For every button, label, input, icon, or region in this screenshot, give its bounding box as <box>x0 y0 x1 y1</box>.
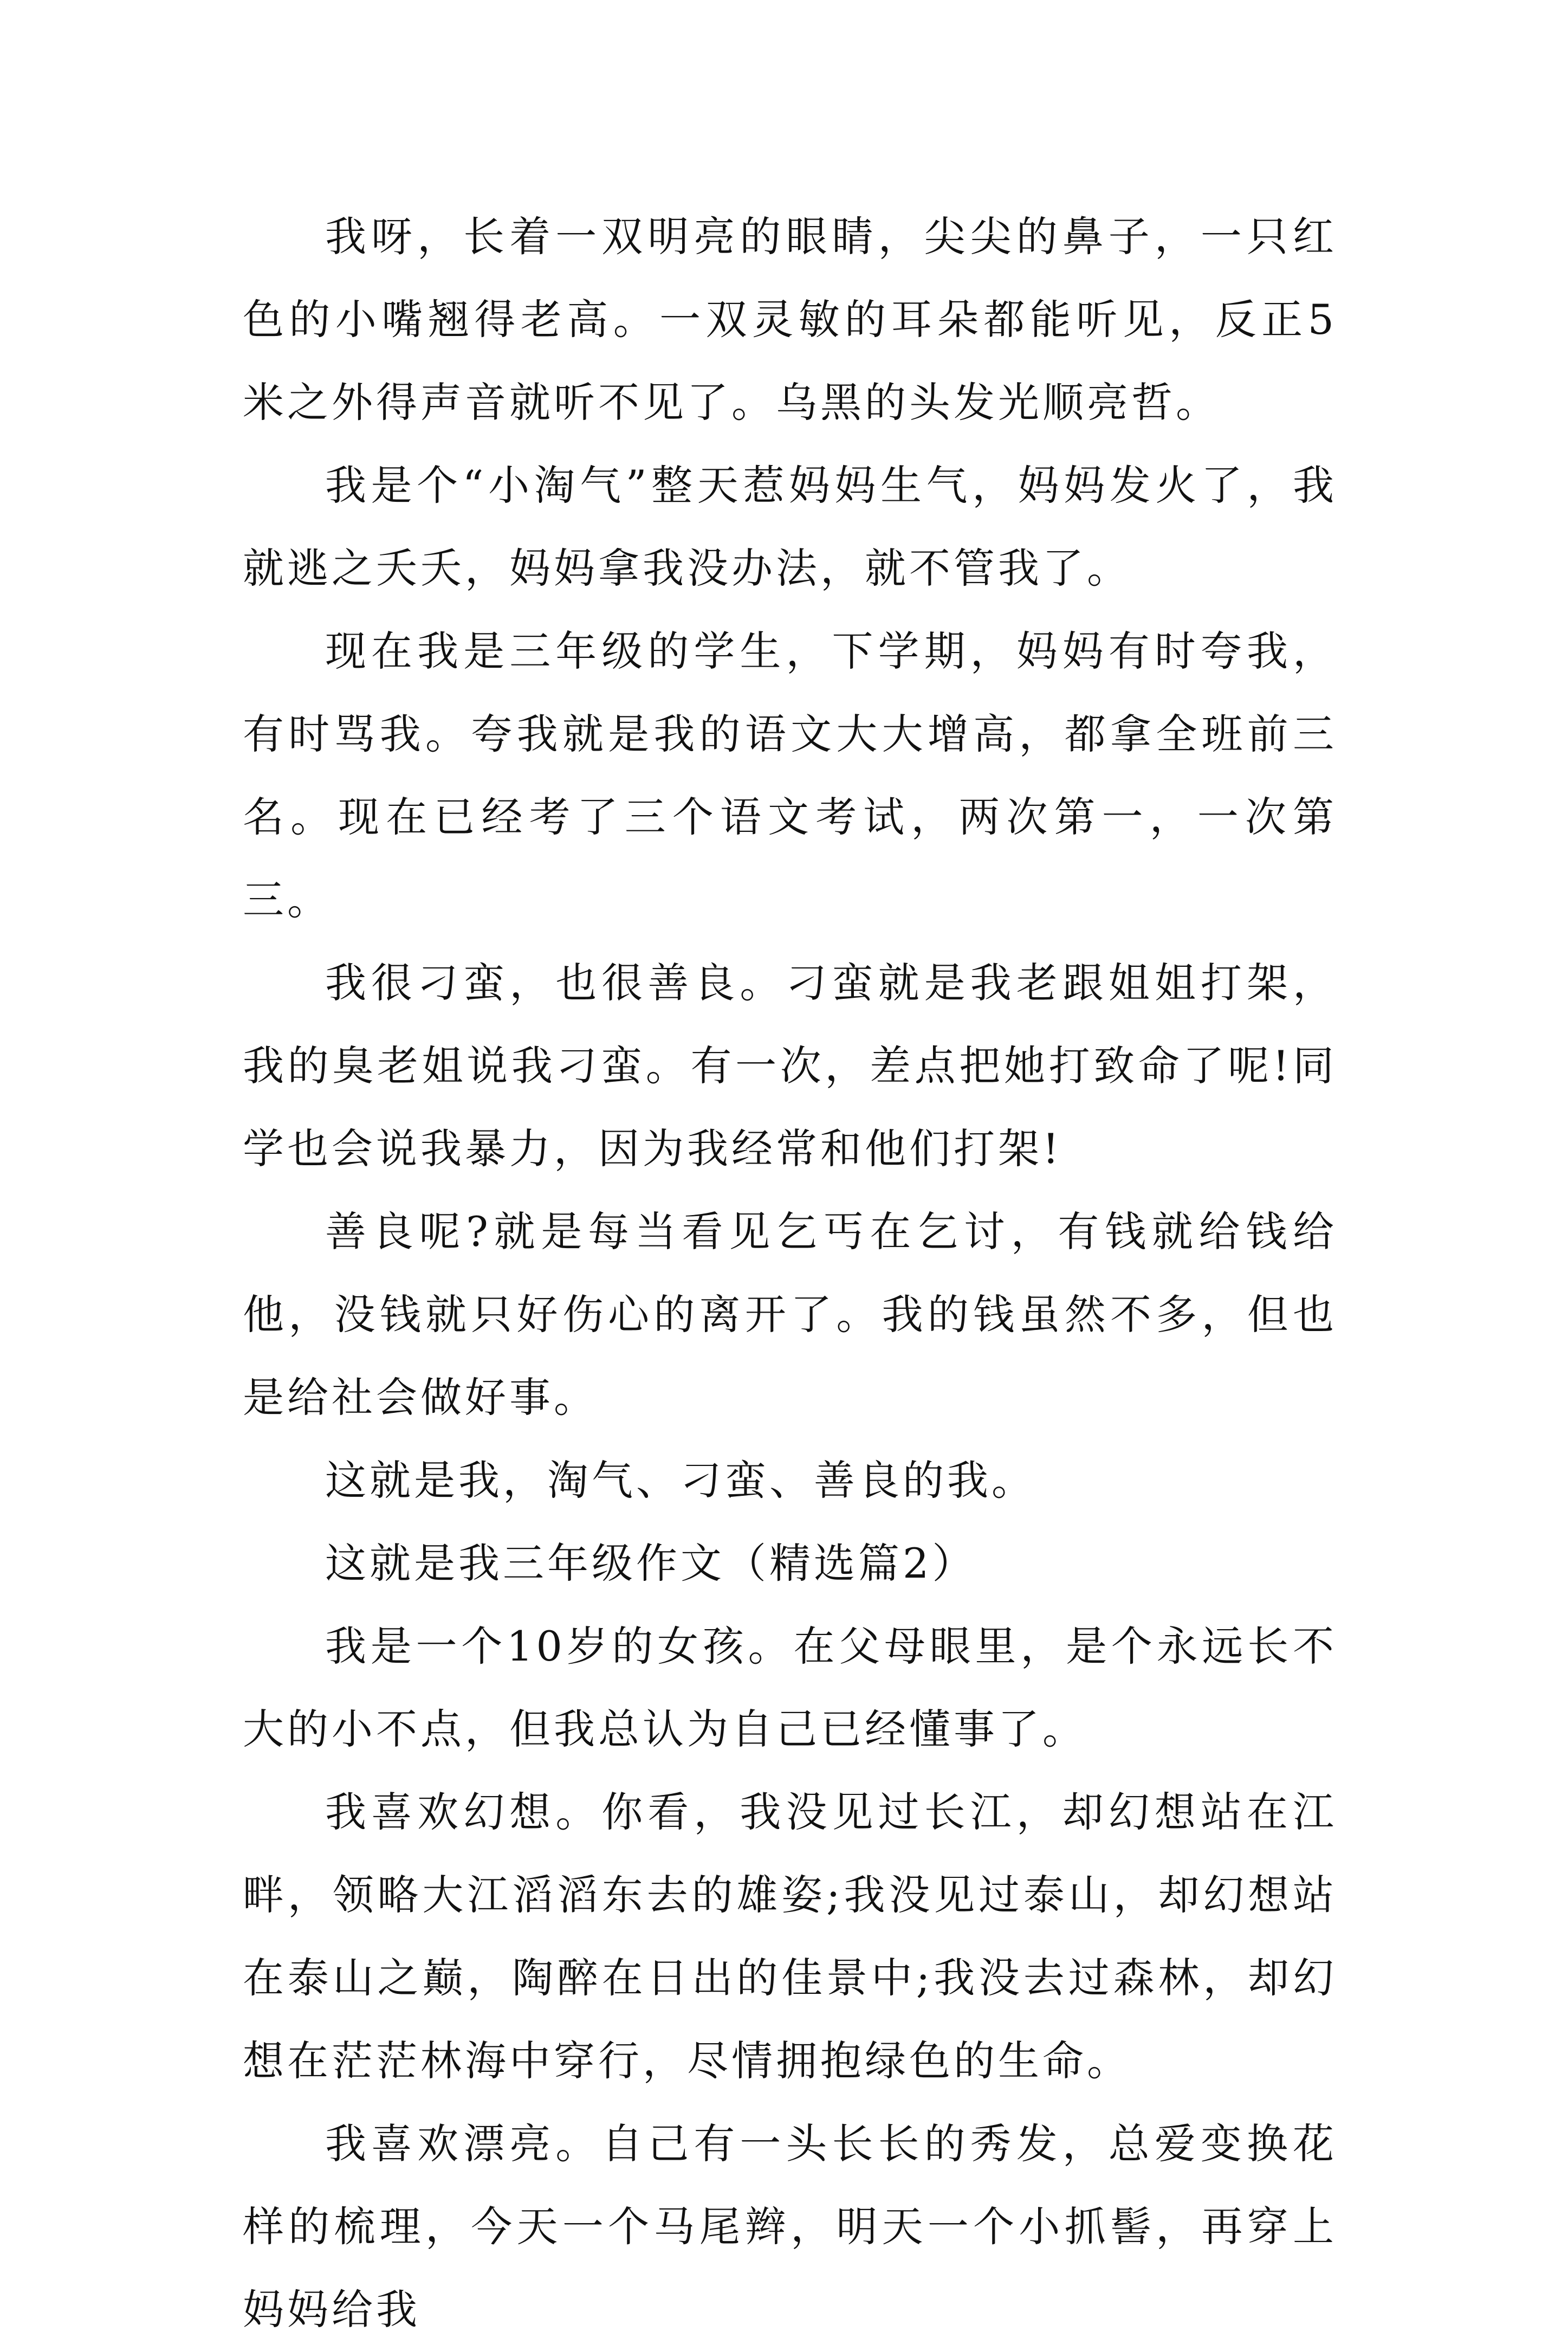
paragraph-9: 我喜欢漂亮。自己有一头长长的秀发，总爱变换花样的梳理，今天一个马尾辫，明天一个小抓髻，再穿上妈妈给我 <box>243 2120 1337 2334</box>
paragraph-3: 现在我是三年级的学生，下学期，妈妈有时夸我，有时骂我。夸我就是我的语文大大增高，都拿全班前三名。现在已经考了三个语文考试，两次第一，一次第三。 <box>243 627 1337 924</box>
paragraph-1: 我呀，长着一双明亮的眼睛，尖尖的鼻子，一只红色的小嘴翘得老高。一双灵敏的耳朵都能听见，反正5米之外得声音就听不见了。乌黑的头发光顺亮哲。 <box>243 212 1337 427</box>
paragraph-7: 我是一个10岁的女孩。在父母眼里，是个永远长不大的小不点，但我总认为自己已经懂事了。 <box>243 1622 1337 1753</box>
paragraph-5: 善良呢?就是每当看见乞丐在乞讨，有钱就给钱给他，没钱就只好伤心的离开了。我的钱虽然不多，但也是给社会做好事。 <box>243 1207 1337 1422</box>
body-text <box>243 195 1337 2351</box>
section-heading: 这就是我三年级作文（精选篇2） <box>325 1539 977 1587</box>
paragraph-4: 我很刁蛮，也很善良。刁蛮就是我老跟姐姐打架，我的臭老姐说我刁蛮。有一次，差点把她打致命了呢!同学也会说我暴力，因为我经常和他们打架! <box>243 959 1337 1173</box>
paragraph-2: 我是个“小淘气”整天惹妈妈生气，妈妈发火了，我就逃之夭夭，妈妈拿我没办法，就不管我了。 <box>243 461 1337 592</box>
paragraph-8: 我喜欢幻想。你看，我没见过长江，却幻想站在江畔，领略大江滔滔东去的雄姿;我没见过泰山，却幻想站在泰山之巅，陶醉在日出的佳景中;我没去过森林，却幻想在茫茫林海中穿行，尽情拥抱绿色的生命。 <box>243 1788 1337 2085</box>
paragraph-6: 这就是我，淘气、刁蛮、善良的我。 <box>325 1456 1036 1504</box>
